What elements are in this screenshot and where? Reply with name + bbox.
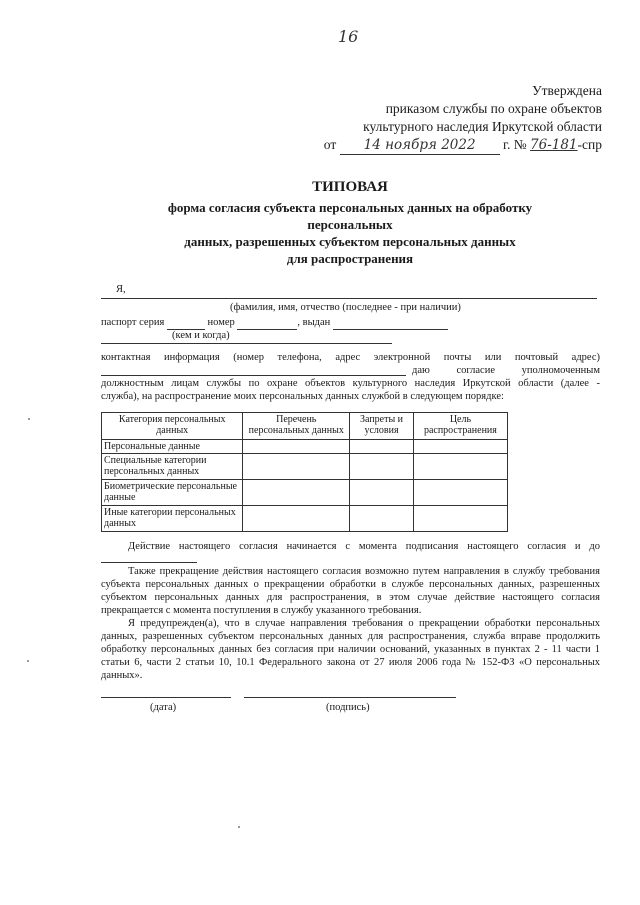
row-category: Биометрические персональные данные [102, 480, 243, 506]
signature-caption: (подпись) [326, 702, 370, 713]
table-header-row [102, 413, 508, 440]
paragraph-validity: Действие настоящего согласия начинается с момента подписания настоящего согласия и до [128, 541, 600, 552]
consent-line-2: должностным лицам службы по охране объектов культурного наследия Иркутской области (далее - [101, 378, 600, 389]
header-list: Перечень персональных данных [243, 413, 350, 440]
table-row [102, 480, 508, 506]
consent-words: даю согласие уполномоченным [412, 365, 600, 376]
row-category: Иные категории персональных данных [102, 506, 243, 532]
cell-purpose[interactable] [413, 506, 507, 532]
passport-series-field [167, 316, 205, 330]
date-caption: (дата) [150, 702, 177, 713]
fio-line [101, 298, 597, 299]
subtitle-line-1: форма согласия субъекта персональных данных на обработку [167, 200, 533, 215]
issued-caption: (кем и когда) [172, 330, 230, 341]
row-category: Специальные категории персональных данных [102, 454, 243, 480]
scan-speck [28, 418, 30, 420]
issued-field [333, 316, 448, 330]
signature-line [244, 697, 456, 698]
year-suffix: г. № [502, 137, 527, 152]
approval-date: 14 ноября 2022 [340, 136, 500, 155]
subtitle-line-4: для распространения [286, 251, 414, 266]
cell-conditions[interactable] [350, 440, 414, 454]
paragraph-warning: Я предупрежден(а), что в случае направления требования о прекращении обработки персональных данных, разрешенных субъектом персональных данных для распространения, служба вправе продолжить обработку персональных данных без согласия при наличии оснований, указанных в пунктах 2 - 11 части 1 статьи 6, части 2 статьи 10, 10.1 Федерального закона от 27 июля 2006 года № 152-ФЗ «О персональных данных». [101, 618, 600, 681]
fio-caption: (фамилия, имя, отчество (последнее - при наличии) [230, 302, 461, 313]
date-line [101, 697, 231, 698]
subtitle-line-2: персональных [307, 217, 393, 232]
header-category: Категория персональных данных [102, 413, 243, 440]
cell-list[interactable] [243, 480, 350, 506]
cell-list[interactable] [243, 454, 350, 480]
passport-number-label: номер [207, 317, 235, 328]
passport-series-label: паспорт серия [101, 317, 165, 328]
approval-region: культурного наследия Иркутской области [363, 119, 602, 134]
header-purpose: Цель распространения [413, 413, 507, 440]
issued-continue-line [101, 343, 392, 344]
passport-row [101, 316, 448, 330]
from-label: от [323, 137, 337, 152]
cell-list[interactable] [243, 506, 350, 532]
document-title: ТИПОВАЯ [312, 179, 388, 195]
approval-number: 76-181 [530, 137, 578, 153]
i-label: Я, [116, 284, 126, 295]
subtitle-line-3: данных, разрешенных субъектом персональных данных [184, 234, 516, 249]
cell-list[interactable] [243, 440, 350, 454]
approval-title: Утверждена [532, 83, 602, 98]
categories-table [101, 412, 508, 532]
cell-conditions[interactable] [350, 506, 414, 532]
page-number: 16 [338, 27, 359, 46]
cell-purpose[interactable] [413, 480, 507, 506]
number-suffix: -спр [577, 137, 602, 152]
approval-date-number [324, 136, 602, 155]
scan-speck [27, 660, 29, 662]
scan-speck [238, 826, 240, 828]
validity-date-line [101, 562, 197, 563]
passport-number-field [237, 316, 297, 330]
approval-order: приказом службы по охране объектов [385, 101, 602, 116]
row-category: Персональные данные [102, 440, 243, 454]
cell-conditions[interactable] [350, 454, 414, 480]
table-row [102, 440, 508, 454]
header-conditions: Запреты и условия [350, 413, 414, 440]
contact-field-line [101, 375, 406, 376]
contact-line: контактная информация (номер телефона, адрес электронной почты или почтовый адрес) [101, 352, 600, 363]
cell-purpose[interactable] [413, 454, 507, 480]
paragraph-termination: Также прекращение действия настоящего согласия возможно путем направления в службу требования субъекта персональных данных о прекращении обработки в службе персональных данных, разрешенных субъектом персональных данных для распространения, в этом случае действие настоящего согласия прекращается с момента поступления в службу указанного требования. [101, 566, 600, 616]
cell-purpose[interactable] [413, 440, 507, 454]
issued-label: , выдан [297, 317, 331, 328]
table-row [102, 506, 508, 532]
consent-line-3: служба), на распространение моих персональных данных службой в следующем порядке: [101, 391, 504, 402]
table-row [102, 454, 508, 480]
cell-conditions[interactable] [350, 480, 414, 506]
